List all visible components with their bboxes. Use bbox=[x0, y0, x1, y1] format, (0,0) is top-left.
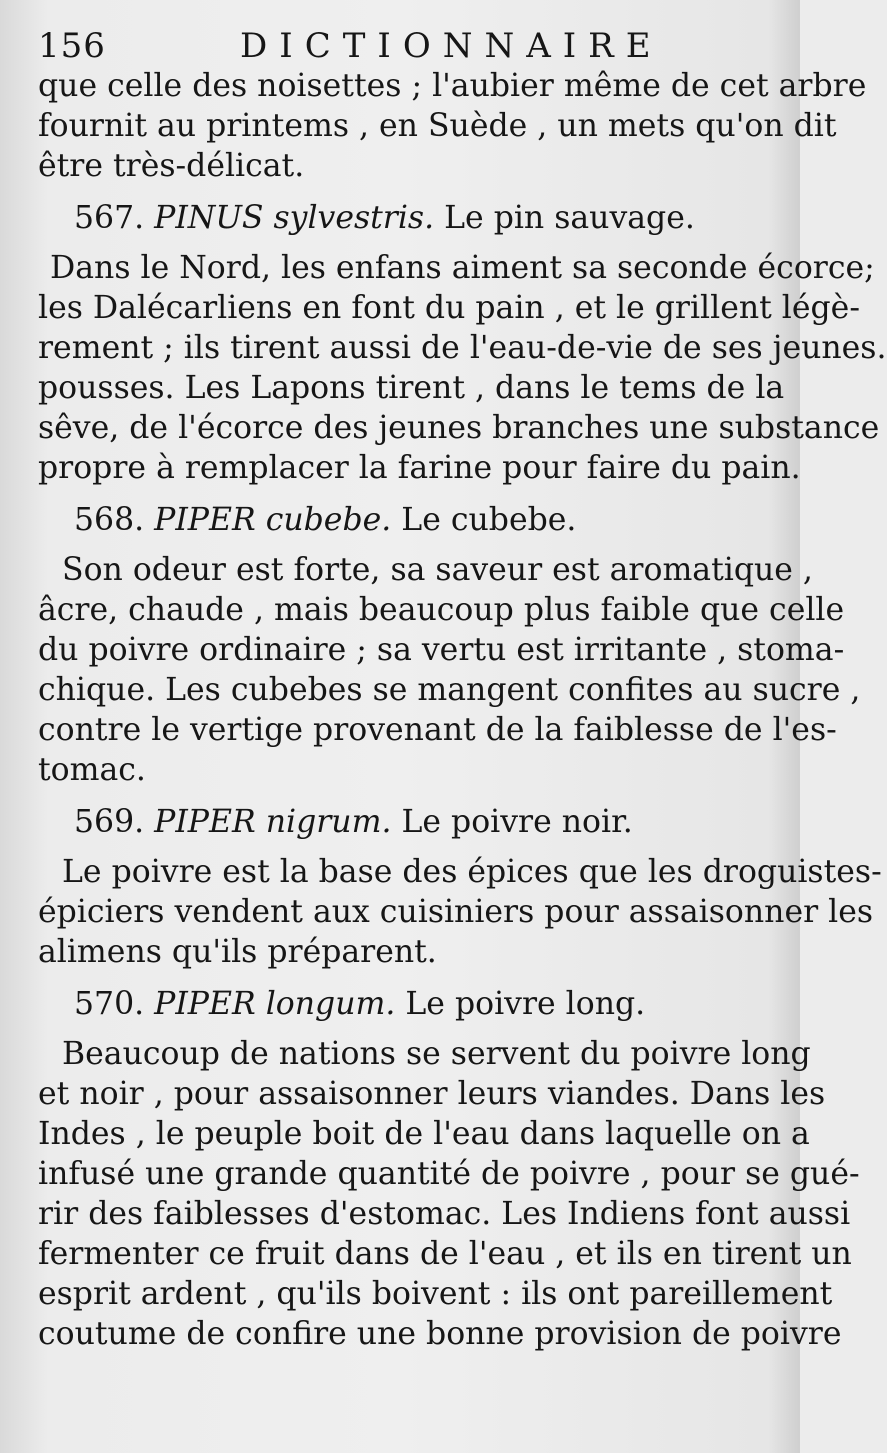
entry-heading-570 bbox=[38, 984, 764, 1024]
text-line: du poivre ordinaire ; sa vertu est irritante , stoma- bbox=[38, 632, 845, 668]
latin-name: PIPER longum. bbox=[154, 986, 396, 1022]
text-line: pousses. Les Lapons tirent , dans le tems de la bbox=[38, 370, 785, 406]
entry-text-569 bbox=[38, 852, 882, 972]
running-title: DICTIONNAIRE bbox=[240, 26, 663, 66]
text-line: fournit au printems , en Suède , un mets qu'on dit bbox=[38, 108, 837, 144]
text-line: Dans le Nord, les enfans aiment sa seconde écorce; bbox=[50, 250, 875, 286]
text-line: Son odeur est forte, sa saveur est aromatique , bbox=[62, 552, 813, 588]
entry-number: 570. bbox=[74, 986, 145, 1022]
text-line: les Dalécarliens en font du pain , et le grillent légè- bbox=[38, 290, 860, 326]
latin-name: PINUS sylvestris. bbox=[154, 200, 435, 236]
entry-text-567 bbox=[38, 248, 887, 488]
latin-name: PIPER cubebe. bbox=[154, 502, 392, 538]
text-line: Le poivre est la base des épices que les droguistes- bbox=[62, 854, 882, 890]
page-number: 156 bbox=[38, 26, 106, 66]
text-line: tomac. bbox=[38, 752, 146, 788]
entry-text-570 bbox=[38, 1034, 860, 1354]
french-name: Le pin sauvage. bbox=[444, 200, 695, 236]
text-line: alimens qu'ils préparent. bbox=[38, 934, 437, 970]
entry-text-568 bbox=[38, 550, 861, 790]
entry-heading-567 bbox=[38, 198, 764, 238]
french-name: Le poivre noir. bbox=[401, 804, 633, 840]
text-line: épiciers vendent aux cuisiniers pour assaisonner les bbox=[38, 894, 874, 930]
text-line: infusé une grande quantité de poivre , pour se gué- bbox=[38, 1156, 860, 1192]
text-line: esprit ardent , qu'ils boivent : ils ont pareillement bbox=[38, 1276, 833, 1312]
latin-name: PIPER nigrum. bbox=[154, 804, 392, 840]
text-line: rir des faiblesses d'estomac. Les Indiens font aussi bbox=[38, 1196, 851, 1232]
page-body bbox=[38, 66, 887, 1354]
text-line: contre le vertige provenant de la faiblesse de l'es- bbox=[38, 712, 837, 748]
entry-number: 568. bbox=[74, 502, 145, 538]
french-name: Le poivre long. bbox=[405, 986, 646, 1022]
text-line: chique. Les cubebes se mangent confites au sucre , bbox=[38, 672, 861, 708]
text-line: rement ; ils tirent aussi de l'eau-de-vie de ses jeunes. bbox=[38, 330, 887, 366]
text-line: Indes , le peuple boit de l'eau dans laquelle on a bbox=[38, 1116, 810, 1152]
text-line: sêve, de l'écorce des jeunes branches une substance bbox=[38, 410, 880, 446]
text-line: propre à remplacer la farine pour faire du pain. bbox=[38, 450, 801, 486]
french-name: Le cubebe. bbox=[401, 502, 577, 538]
text-line: que celle des noisettes ; l'aubier même de cet arbre bbox=[38, 68, 867, 104]
entry-number: 569. bbox=[74, 804, 145, 840]
entry-heading-568 bbox=[38, 500, 764, 540]
text-line: être très-délicat. bbox=[38, 148, 305, 184]
text-line: fermenter ce fruit dans de l'eau , et ils en tirent un bbox=[38, 1236, 852, 1272]
text-line: âcre, chaude , mais beaucoup plus faible que celle bbox=[38, 592, 845, 628]
entry-number: 567. bbox=[74, 200, 145, 236]
text-line: Beaucoup de nations se servent du poivre long bbox=[62, 1036, 811, 1072]
intro-paragraph bbox=[38, 66, 867, 186]
entry-heading-569 bbox=[38, 802, 764, 842]
text-line: coutume de confire une bonne provision de poivre bbox=[38, 1316, 842, 1352]
text-line: et noir , pour assaisonner leurs viandes. Dans les bbox=[38, 1076, 826, 1112]
